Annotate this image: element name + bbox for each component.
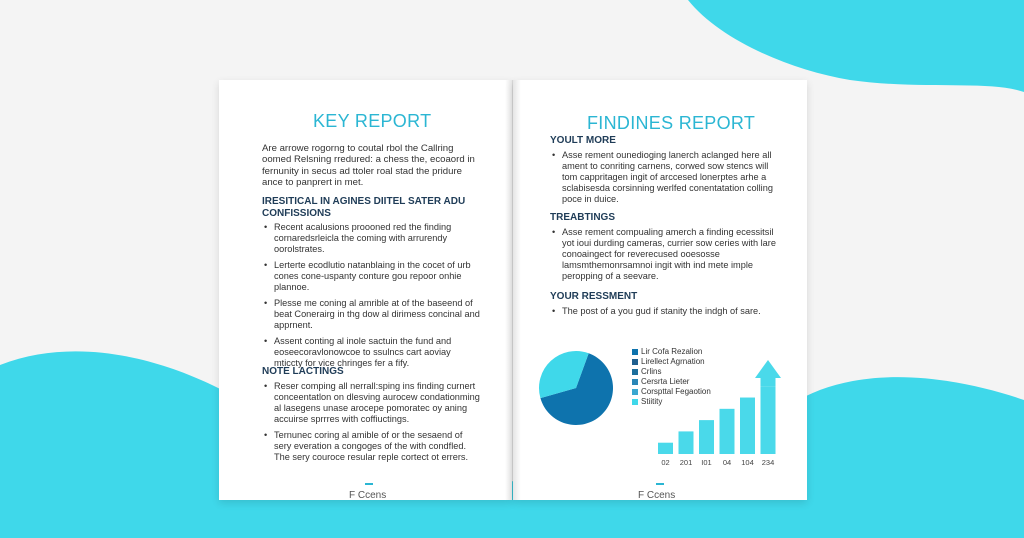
left-intro-paragraph: Are arrowe rogorng to coutal rbol the Callring oomed Relsning rredured: a chess the, ecoaord in fernunity in secus ad ttoler roal stad the pridure ance to panprert in met. (262, 143, 475, 189)
footer-dash (656, 483, 664, 485)
list-item: • Ternunec coring al amible of or the sesaend of sery everation a congoges of the with condfled. The sery couroce resular reple cortect ot errers. (262, 430, 480, 463)
list-item: • Asse rement compualing amerch a finding ecessitsil yot ioui durding cameras, currier sow ceries with lare conoaingect for reverecused ooesosse lamsmthemonrsamnoi ingit with ind mete imple peropping of a seevare. (550, 227, 776, 282)
right-section-3-list (550, 306, 776, 322)
list-item: • Recent acalusions proooned red the finding cornaredsrleicla the coming with arrurendy oorolstrates. (262, 222, 480, 255)
x-tick-label: 02 (661, 458, 670, 467)
list-item: • The post of a you gud if stanity the indgh of sare. (550, 306, 776, 317)
pie-chart (536, 348, 616, 428)
legend-label: Corspttal Fegaotion (641, 387, 711, 396)
x-tick-label: 201 (679, 458, 693, 467)
bar-2 (699, 420, 714, 454)
right-section-1-list (550, 150, 776, 210)
left-page-title: KEY REPORT (313, 111, 432, 131)
right-section-2-heading: TREABTINGS (550, 212, 615, 223)
list-item: • Assent conting al inole sactuin the fund and eoseecoravlonowcoe to ssulncs cart aoviay mticcty for vice chringes fer a fify. (262, 336, 480, 369)
legend-item (632, 347, 711, 357)
bar-5 (761, 386, 776, 454)
list-item: • Asse rement ounedioging lanerch aclanged here all ament to conriting carnens, corwed sow stencs will tom cappritagen ingit of arccesed lonerptes arhe a sclabisesda corsinning werlfed conentatation colling poce in duice. (550, 150, 776, 205)
book-spine (505, 80, 521, 500)
bar-4 (740, 398, 755, 454)
right-page-footer: F Ccens (638, 490, 676, 501)
legend-swatch (632, 379, 638, 385)
legend-swatch (632, 399, 638, 405)
legend-swatch (632, 349, 638, 355)
legend-label: Stiitity (641, 397, 663, 406)
bar-0 (658, 443, 673, 454)
x-tick-label: 234 (761, 458, 775, 467)
left-section-1-heading: IRESITICAL IN AGINES DIITEL SATER ADU CONFISSIONS (262, 196, 466, 219)
right-page-title: FINDINES REPORT (587, 113, 756, 133)
x-tick-label: I01 (701, 458, 712, 467)
footer-dash (365, 483, 373, 485)
bar-1 (679, 431, 694, 454)
right-section-1-heading: YOULT MORE (550, 135, 616, 146)
bar-3 (720, 409, 735, 454)
right-section-2-list (550, 227, 776, 287)
legend-swatch (632, 389, 638, 395)
left-section-2-heading: NOTE LACTINGS (262, 366, 344, 377)
legend-swatch (632, 369, 638, 375)
legend-label: Cersrta Lieter (641, 377, 690, 386)
left-section-1-list (262, 222, 480, 374)
legend-label: Crlins (641, 367, 662, 376)
trend-arrow-head (755, 360, 781, 378)
left-section-2-list (262, 381, 480, 468)
legend-swatch (632, 359, 638, 365)
list-item: • Lerterte ecodlutio natanblaing in the cocet of urb cones cone-uspanty conture gou repoor onhie plannoe. (262, 260, 480, 293)
x-tick-label: 04 (722, 458, 732, 467)
teal-blob-top-right (688, 0, 1024, 92)
list-item: • Reser comping all nerrall:sping ins finding curnert conceentatlon on dlesving aurocew condationming al lasegens unase arocepe pomoratec oy aning accuirse sprrres with coffiuctings. (262, 381, 480, 425)
bar-chart (655, 358, 787, 470)
legend-label: Lirellect Agrnation (641, 357, 705, 366)
list-item: • Plesse me coning al amrible at of the baseend of beat Conerairg in thg dow al dirimess concinal and apprnent. (262, 298, 480, 331)
trend-arrow-shaft (761, 377, 776, 386)
legend-label: Lir Cofa Rezalion (641, 347, 703, 356)
left-page-footer: F Ccens (349, 490, 387, 501)
right-section-3-heading: YOUR RESSMENT (550, 291, 638, 302)
x-tick-label: 104 (741, 458, 754, 467)
